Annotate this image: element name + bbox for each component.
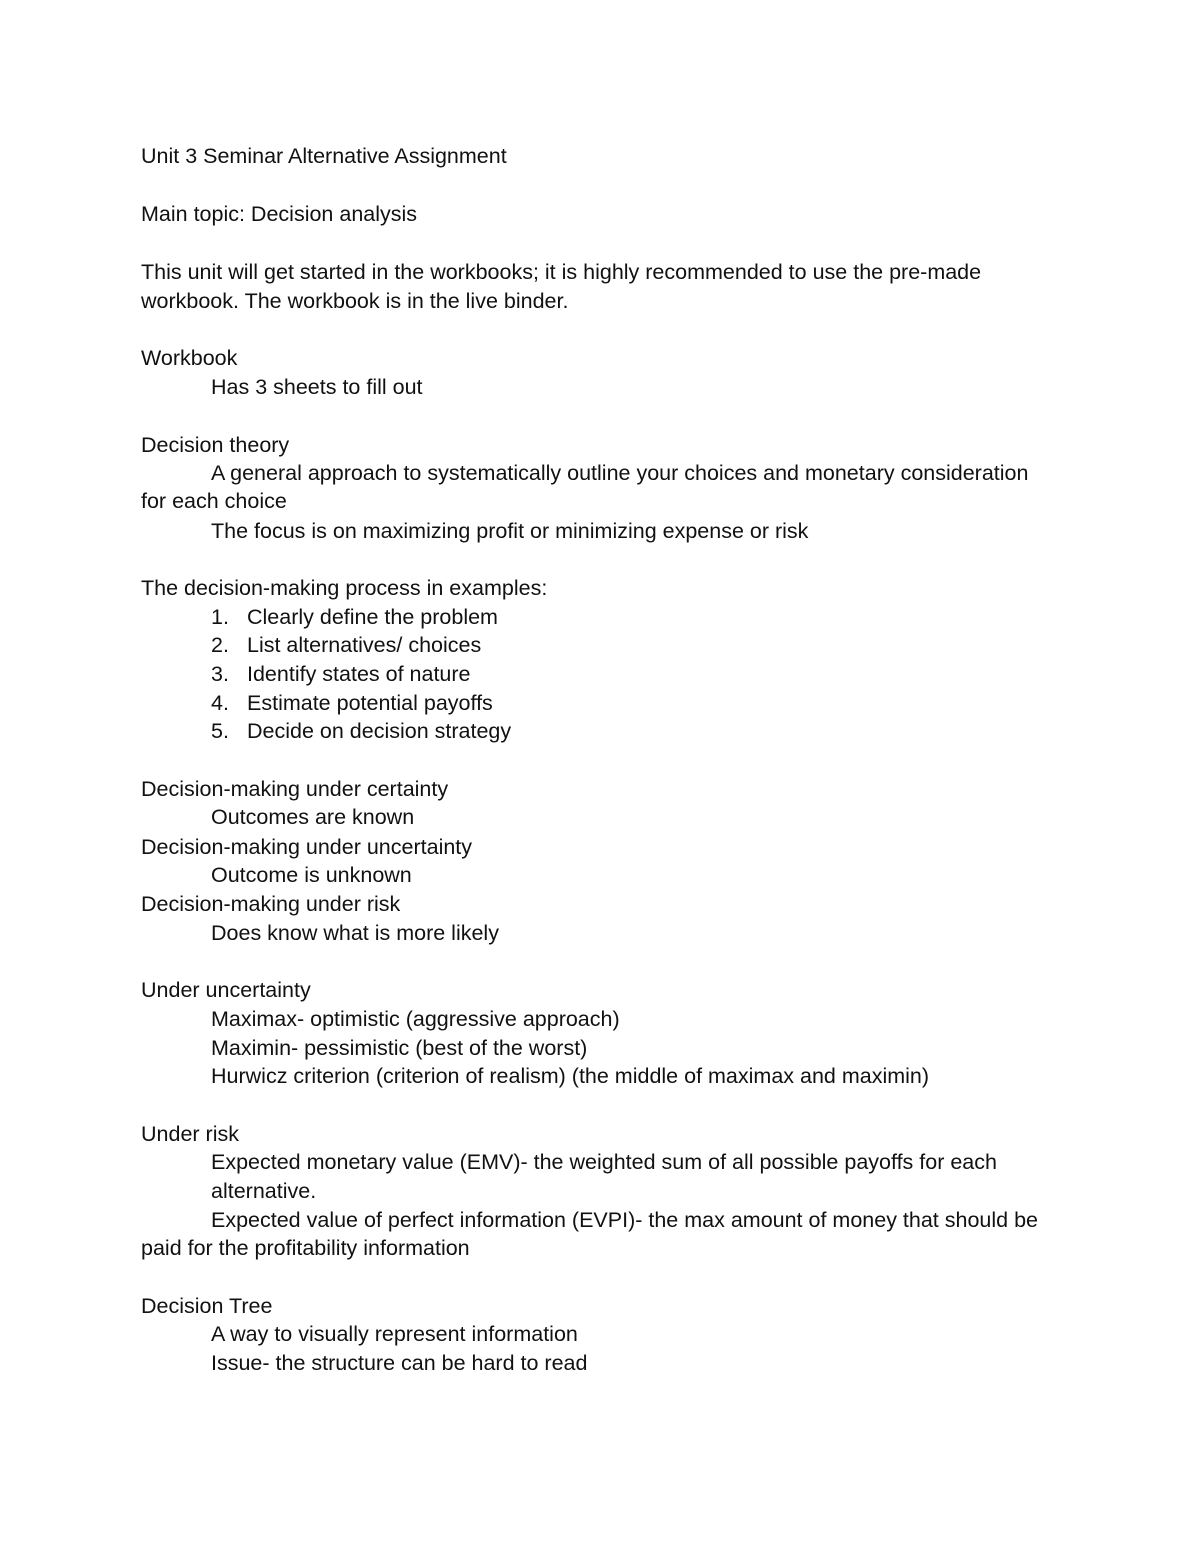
under-risk-heading: Under risk bbox=[141, 1122, 239, 1146]
intro-line-2: workbook. The workbook is in the live binder. bbox=[141, 289, 569, 313]
condition-heading: Decision-making under risk bbox=[141, 892, 401, 916]
condition-heading: Decision-making under uncertainty bbox=[141, 835, 473, 859]
uncertainty-item: Hurwicz criterion (criterion of realism) (the middle of maximax and maximin) bbox=[211, 1064, 930, 1088]
condition-detail: Outcome is unknown bbox=[211, 863, 412, 887]
main-topic: Main topic: Decision analysis bbox=[141, 202, 418, 226]
condition-detail: Outcomes are known bbox=[211, 805, 415, 829]
condition-heading: Decision-making under certainty bbox=[141, 777, 449, 801]
emv-line-2: alternative. bbox=[211, 1179, 317, 1203]
step-number: 1. bbox=[211, 605, 229, 629]
step-text: List alternatives/ choices bbox=[247, 633, 482, 657]
step-number: 3. bbox=[211, 662, 229, 686]
intro-line-1: This unit will get started in the workbooks; it is highly recommended to use the pre-made bbox=[141, 260, 982, 284]
workbook-item: Has 3 sheets to fill out bbox=[211, 375, 423, 399]
decision-theory-item-1-line-1: A general approach to systematically outline your choices and monetary consideration bbox=[211, 461, 1029, 485]
decision-tree-heading: Decision Tree bbox=[141, 1294, 273, 1318]
under-uncertainty-heading: Under uncertainty bbox=[141, 978, 311, 1002]
step-number: 2. bbox=[211, 633, 229, 657]
evpi-line-1: Expected value of perfect information (EVPI)- the max amount of money that should be bbox=[211, 1208, 1038, 1232]
decision-tree-item: Issue- the structure can be hard to read bbox=[211, 1351, 588, 1375]
emv-line-1: Expected monetary value (EMV)- the weighted sum of all possible payoffs for each bbox=[211, 1150, 997, 1174]
decision-tree-item: A way to visually represent information bbox=[211, 1322, 578, 1346]
decision-theory-heading: Decision theory bbox=[141, 433, 290, 457]
uncertainty-item: Maximin- pessimistic (best of the worst) bbox=[211, 1036, 588, 1060]
document-title: Unit 3 Seminar Alternative Assignment bbox=[141, 144, 507, 168]
uncertainty-item: Maximax- optimistic (aggressive approach) bbox=[211, 1007, 620, 1031]
step-text: Clearly define the problem bbox=[247, 605, 498, 629]
step-text: Estimate potential payoffs bbox=[247, 691, 493, 715]
decision-theory-item-2: The focus is on maximizing profit or minimizing expense or risk bbox=[211, 519, 809, 543]
decision-theory-item-1-line-2: for each choice bbox=[141, 489, 287, 513]
workbook-heading: Workbook bbox=[141, 346, 238, 370]
process-heading: The decision-making process in examples: bbox=[141, 576, 548, 600]
step-number: 5. bbox=[211, 719, 229, 743]
step-text: Identify states of nature bbox=[247, 662, 471, 686]
step-number: 4. bbox=[211, 691, 229, 715]
step-text: Decide on decision strategy bbox=[247, 719, 512, 743]
evpi-line-2: paid for the profitability information bbox=[141, 1236, 470, 1260]
condition-detail: Does know what is more likely bbox=[211, 921, 499, 945]
